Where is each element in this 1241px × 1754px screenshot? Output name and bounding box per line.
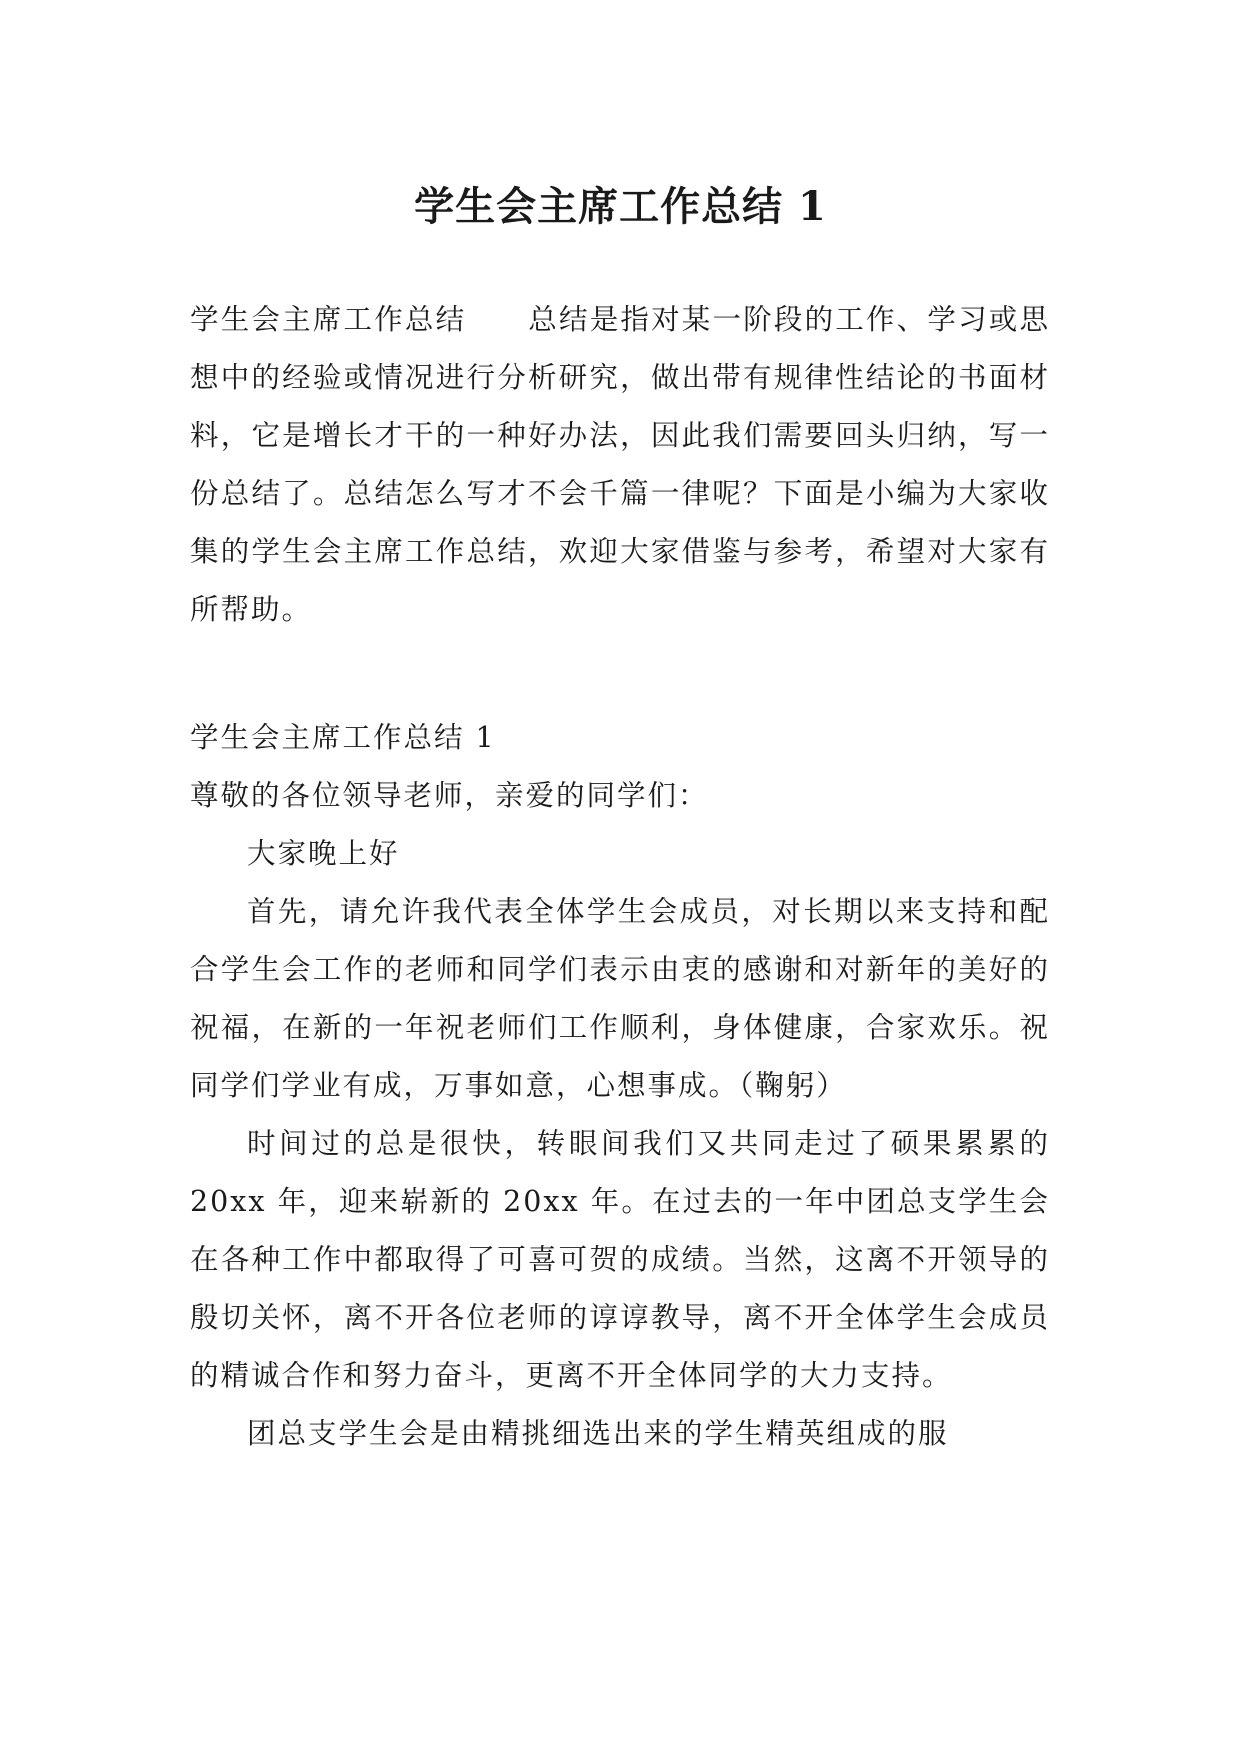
intro-text: 总结是指对某一阶段的工作、学习或思想中的经验或情况进行分析研究，做出带有规律性结论的书面材料，它是增长才干的一种好办法，因此我们需要回头归纳，写一份总结了。总结怎么写才不会千篇一律呢？下面是小编为大家收集的学生会主席工作总结，欢迎大家借鉴与参考，希望对大家有所帮助。 [190,303,1050,626]
paragraph-greeting: 大家晚上好 [247,837,400,870]
intro-paragraph [190,291,1050,639]
paragraph-thanks: 首先，请允许我代表全体学生会成员，对长期以来支持和配合学生会工作的老师和同学们表示由衷的感谢和对新年的美好的祝福，在新的一年祝老师们工作顺利，身体健康，合家欢乐。祝同学们学业有成，万事如意，心想事成。（鞠躬） [190,895,1050,1102]
paragraph-review: 时间过的总是很快，转眼间我们又共同走过了硕果累累的 20xx 年，迎来崭新的 20xx 年。在过去的一年中团总支学生会在各种工作中都取得了可喜可贺的成绩。当然，这离不开领导的殷切关怀，离不开各位老师的谆谆教导，离不开全体学生会成员的精诚合作和努力奋斗，更离不开全体同学的大力支持。 [190,1127,1050,1392]
salutation: 尊敬的各位领导老师，亲爱的同学们： [190,779,709,812]
intro-lead-title: 学生会主席工作总结 [190,303,467,336]
section-heading: 学生会主席工作总结 1 [190,721,496,754]
paragraph-gap [190,639,1050,709]
document-body [190,291,1050,1463]
document-title: 学生会主席工作总结 1 [414,182,827,230]
paragraph-student-union: 团总支学生会是由精挑细选出来的学生精英组成的服 [247,1417,949,1450]
